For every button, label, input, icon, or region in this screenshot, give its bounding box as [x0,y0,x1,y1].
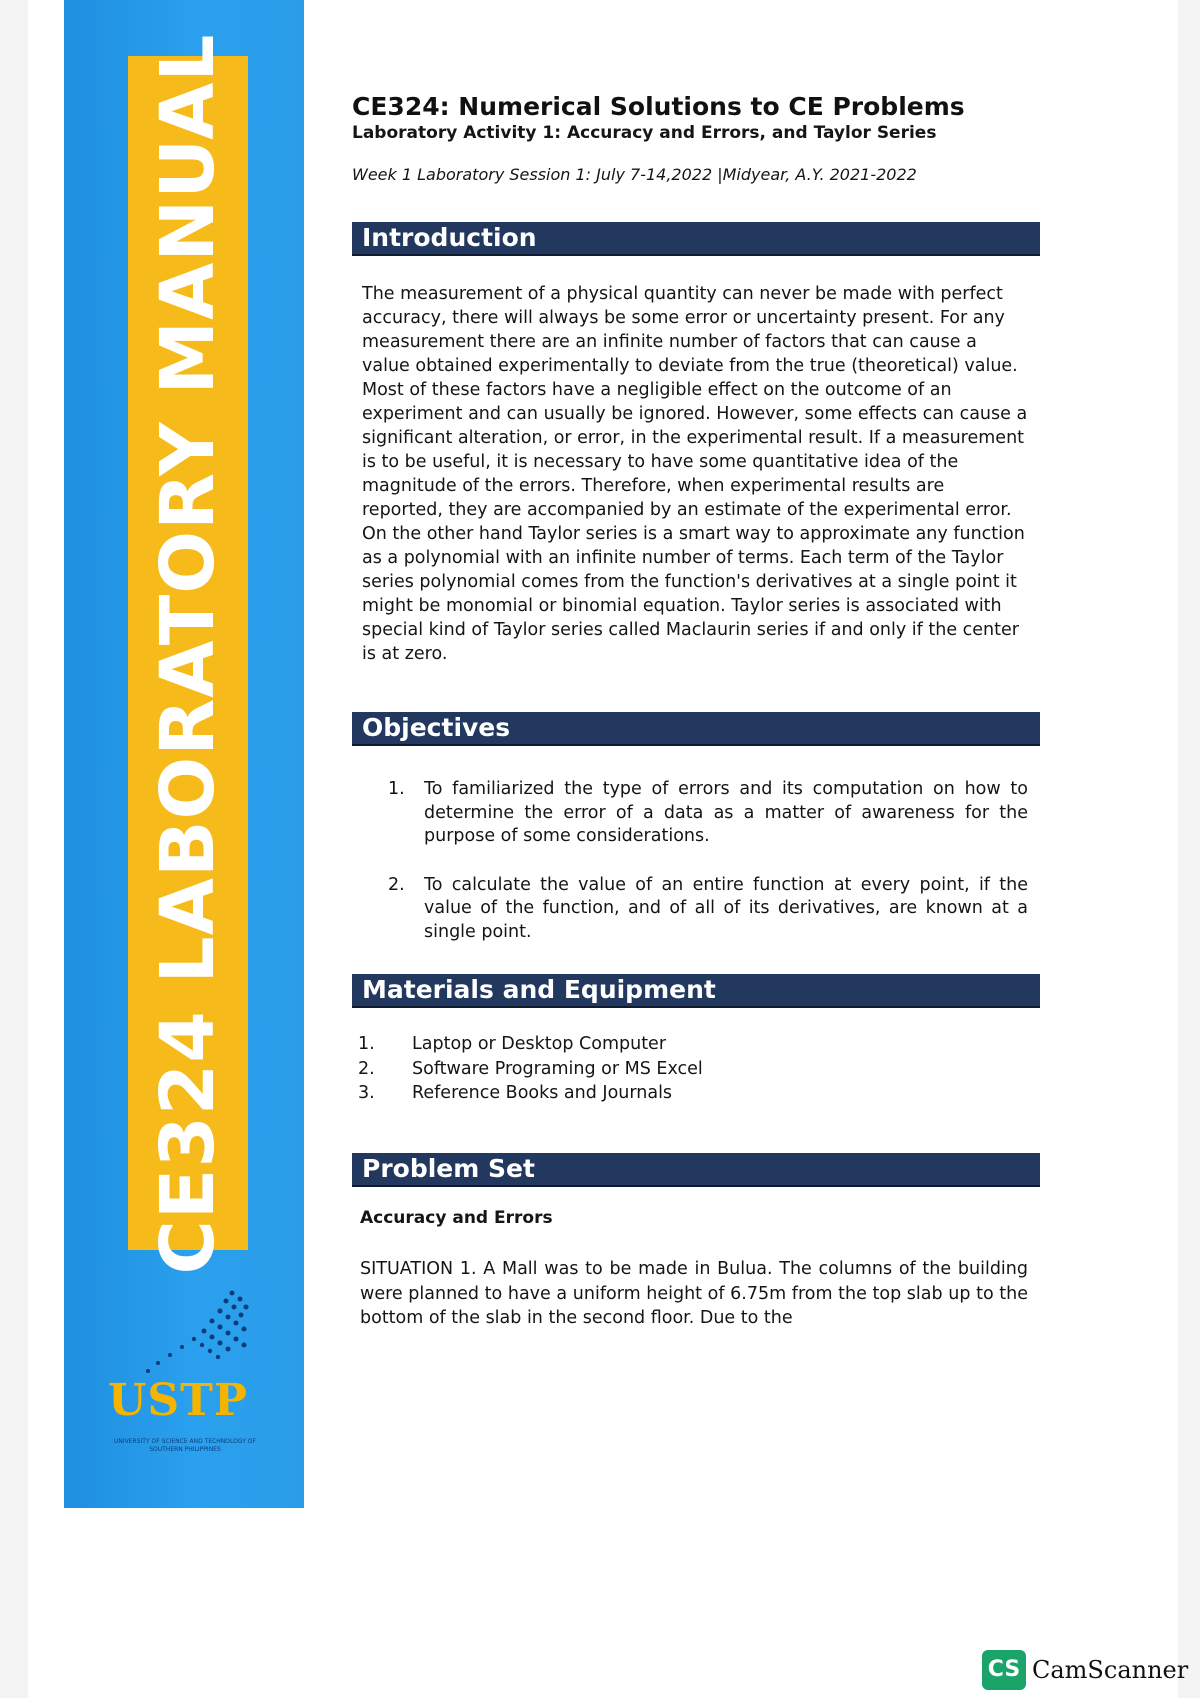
page-subtitle: Laboratory Activity 1: Accuracy and Errors, and Taylor Series [352,123,937,143]
objectives-list [388,778,1028,944]
ustp-logo-subtext: UNIVERSITY OF SCIENCE AND TECHNOLOGY OF SOUTHERN PHILIPPINES [114,1438,256,1453]
page-title: CE324: Numerical Solutions to CE Problems [352,92,965,121]
list-item-text: Reference Books and Journals [412,1083,673,1103]
ustp-logo-text: USTP [108,1375,248,1426]
introduction-text: The measurement of a physical quantity can never be made with perfect accuracy, there will always be some error or uncertainty present. For any measurement there are an infinite number of factors that can cause a value obtained experimentally to deviate from the true (theoretical) value. Most of these factors have a negligible effect on the outcome of an experiment and can usually be ignored. However, some effects can cause a significant alteration, or error, in the experimental result. If a measurement is to be useful, it is necessary to have some quantitative idea of the magnitude of the errors. Therefore, when experimental results are reported, they are accompanied by an estimate of the experimental error. On the other hand Taylor series is a smart way to approximate any function as a polynomial with an infinite number of terms. Each term of the Taylor series polynomial comes from the function's derivatives at a single point it might be monomial or binomial equation. Taylor series is associated with special kind of Taylor series called Maclaurin series if and only if the center is at zero. [362,284,1028,664]
session-info: Week 1 Laboratory Session 1: July 7-14,2022 |Midyear, A.Y. 2021-2022 [352,165,917,184]
list-item [358,1032,703,1057]
situation-text: SITUATION 1. A Mall was to be made in Bulua. The columns of the building were planned to have a uniform height of 6.75m from the top slab up to the bottom of the slab in the second floor. Due to the [360,1259,1028,1328]
list-number: 1. [388,779,405,799]
camscanner-label: CamScanner [1032,1656,1189,1684]
list-item [358,1057,703,1082]
section-heading-problem-set: Problem Set [352,1153,1040,1187]
list-item [358,1081,703,1106]
ustp-logo-dots-icon [140,1285,260,1380]
document-header [352,92,1052,184]
camscanner-watermark [982,1650,1188,1690]
list-item-text: To calculate the value of an entire function at every point, if the value of the function, and of all of its derivatives, are known at a single point. [424,874,1028,942]
list-item-text: Software Programing or MS Excel [412,1058,703,1079]
list-item [388,778,1028,849]
list-number: 2. [388,874,405,895]
list-number: 1. [358,1034,375,1054]
list-item-text: To familiarized the type of errors and its computation on how to determine the error of a data as a matter of awareness for the purpose of some considerations. [424,779,1028,846]
camscanner-icon: CS [982,1650,1026,1690]
banner-vertical-title: CE324 LABORATORY MANUAL [145,33,231,1275]
materials-list [358,1032,703,1106]
section-heading-introduction: Introduction [352,222,1040,256]
section-heading-objectives: Objectives [352,712,1040,746]
list-item [388,874,1028,945]
list-number: 3. [358,1083,375,1103]
subheading-accuracy-errors: Accuracy and Errors [360,1208,553,1228]
list-number: 2. [358,1058,375,1079]
section-heading-materials: Materials and Equipment [352,974,1040,1008]
list-item-text: Laptop or Desktop Computer [412,1034,667,1054]
